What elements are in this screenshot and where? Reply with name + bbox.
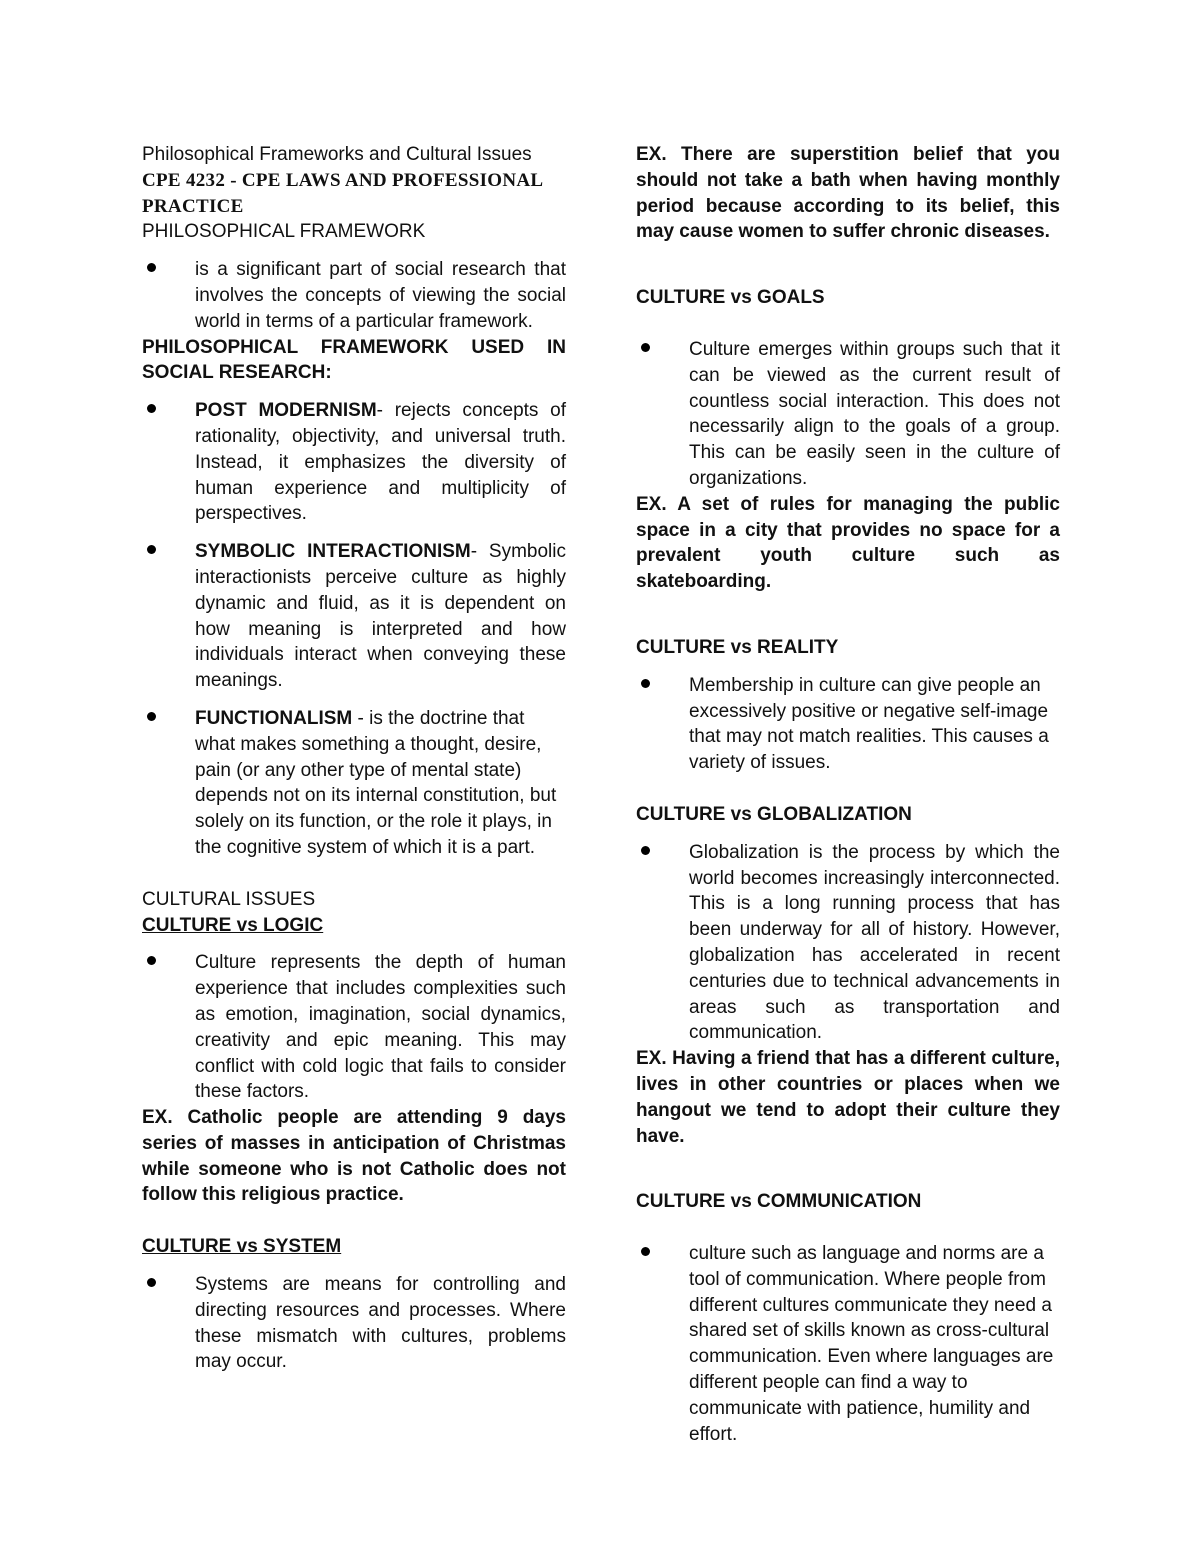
bullet-icon [147, 404, 156, 413]
framework-term: FUNCTIONALISM [195, 707, 353, 729]
globalization-example: EX. Having a friend that has a different culture, lives in other countries or places when we hangout we tend to adopt their culture they have. [636, 1048, 1060, 1147]
framework-item-postmodernism [142, 398, 566, 527]
bullet-icon [147, 712, 156, 721]
bullet-icon [147, 263, 156, 272]
reality-bullet [636, 673, 1060, 776]
bullet-icon [641, 1247, 650, 1256]
reality-bullet-text: Membership in culture can give people an excessively positive or negative self-image that may not match realities. This causes a variety of issues. [689, 674, 1049, 774]
communication-bullet-text: culture such as language and norms are a tool of communication. Where people from different cultures communicate they need a shared set of skills known as cross-cultural communication. Even where languages are different people can find a way to communicate with patience, humility and effort. [689, 1243, 1054, 1445]
intro-bullet [142, 257, 566, 334]
goals-heading: CULTURE vs GOALS [636, 287, 825, 309]
framework-item-functionalism [142, 706, 566, 861]
system-heading: CULTURE vs SYSTEM [142, 1236, 342, 1258]
bullet-icon [641, 846, 650, 855]
bullet-icon [147, 956, 156, 965]
bullet-icon [641, 343, 650, 352]
section-cultural-issues: CULTURAL ISSUES [142, 888, 316, 910]
communication-bullet [636, 1241, 1060, 1447]
system-example: EX. There are superstition belief that you should not take a bath when having monthly period because according to its belief, this may cause women to suffer chronic diseases. [636, 144, 1060, 243]
goals-bullet [636, 337, 1060, 492]
framework-description: - is the doctrine that what makes something a thought, desire, pain (or any other type of mental state) depends not on its internal constitution, but solely on its function, or the role it plays, in the cognitive system of which it is a part. [195, 707, 557, 858]
frameworks-heading: PHILOSOPHICAL FRAMEWORK USED IN SOCIAL RESEARCH: [142, 336, 566, 384]
framework-description: - Symbolic interactionists perceive culture as highly dynamic and fluid, as it is dependent on how meaning is interpreted and how individuals interact when conveying these meanings. [195, 541, 566, 692]
framework-term: POST MODERNISM [195, 400, 377, 422]
bullet-icon [147, 545, 156, 554]
left-column [142, 142, 566, 1375]
communication-heading: CULTURE vs COMMUNICATION [636, 1191, 922, 1213]
logic-heading: CULTURE vs LOGIC [142, 914, 324, 936]
logic-example: EX. Catholic people are attending 9 days series of masses in anticipation of Christmas while someone who is not Catholic does not follow this religious practice. [142, 1107, 566, 1206]
goals-example: EX. A set of rules for managing the public space in a city that provides no space for a prevalent youth culture such as skateboarding. [636, 493, 1060, 593]
right-column [636, 142, 1060, 1447]
intro-bullet-text: is a significant part of social research that involves the concepts of viewing the social world in terms of a particular framework. [195, 259, 566, 332]
reality-heading: CULTURE vs REALITY [636, 636, 839, 658]
section-philosophical-framework: PHILOSOPHICAL FRAMEWORK [142, 221, 426, 243]
globalization-heading: CULTURE vs GLOBALIZATION [636, 803, 912, 825]
framework-item-symbolic-interactionism [142, 539, 566, 694]
system-bullet-text: Systems are means for controlling and directing resources and processes. Where these mismatch with cultures, problems may occur. [195, 1274, 566, 1373]
course-title: CPE 4232 - CPE LAWS AND PROFESSIONAL PRACTICE [142, 169, 543, 217]
document-title: Philosophical Frameworks and Cultural Issues [142, 144, 532, 165]
logic-bullet [142, 950, 566, 1105]
logic-bullet-text: Culture represents the depth of human experience that includes complexities such as emotion, imagination, social dynamics, creativity and epic meaning. This may conflict with cold logic that fails to consider these factors. [195, 952, 566, 1103]
goals-bullet-text: Culture emerges within groups such that it can be viewed as the current result of countless social interaction. This does not necessarily align to the goals of a group. This can be easily seen in the culture of organizations. [689, 338, 1060, 489]
bullet-icon [147, 1278, 156, 1287]
framework-term: SYMBOLIC INTERACTIONISM [195, 541, 471, 563]
globalization-bullet-text: Globalization is the process by which the world becomes increasingly interconnected. This is a long running process that has been underway for all of history. However, globalization has accelerated in recent centuries due to technical advancements in areas such as transportation and communication. [689, 841, 1060, 1044]
framework-description: - rejects concepts of rationality, objectivity, and universal truth. Instead, it emphasizes the diversity of human experience and multiplicity of perspectives. [195, 400, 566, 525]
system-bullet [142, 1272, 566, 1375]
bullet-icon [641, 679, 650, 688]
globalization-bullet [636, 840, 1060, 1046]
